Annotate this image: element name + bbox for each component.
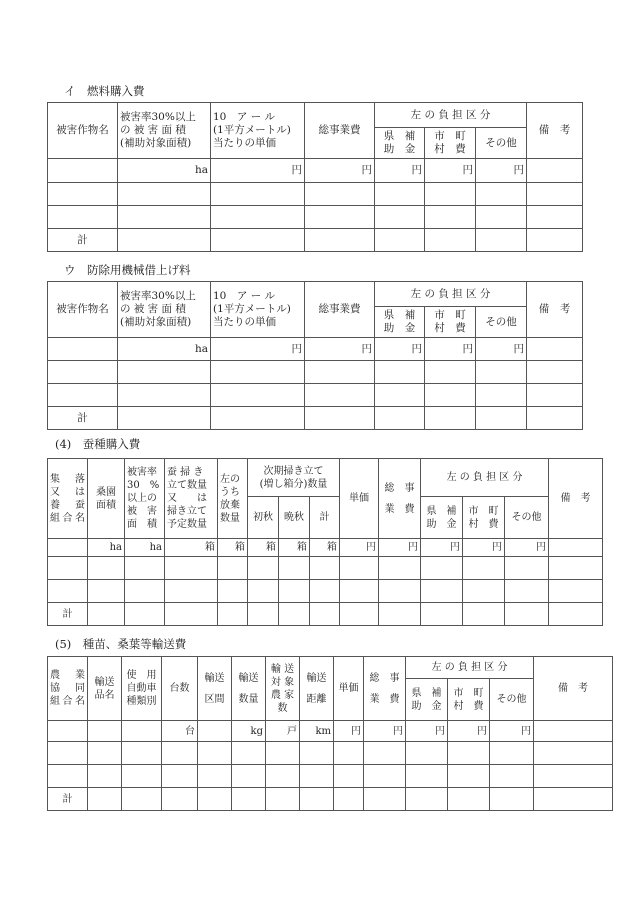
header-total-cost: 総 事 業 費 xyxy=(379,459,421,539)
header-other: その他 xyxy=(476,128,527,159)
unit-yen: 円 xyxy=(305,338,375,361)
header-total-cost: 総 事 業 費 xyxy=(364,657,406,721)
fuel-cost-table xyxy=(47,102,583,252)
total-row xyxy=(48,788,613,811)
unit-vehicles: 台 xyxy=(162,721,198,742)
header-damaged-area: 被害率30%以上 の 被 害 面 積 (補助対象面積) xyxy=(118,282,211,338)
table-row xyxy=(48,539,603,557)
unit-kg: kg xyxy=(232,721,266,742)
header-other: その他 xyxy=(490,679,534,721)
unit-households: 戸 xyxy=(266,721,300,742)
header-remarks: 備 考 xyxy=(527,282,583,338)
unit-km: km xyxy=(300,721,334,742)
header-mulberry-area: 桑園 面積 xyxy=(88,459,125,539)
unit-box: 箱 xyxy=(279,539,310,557)
section-title-transport: (5) 種苗、桑葉等輸送費 xyxy=(55,637,187,651)
header-unit-price: 単価 xyxy=(334,657,364,721)
header-municipal-cost: 市 町 村 費 xyxy=(425,128,476,159)
total-label: 計 xyxy=(48,407,118,430)
unit-yen: 円 xyxy=(211,338,305,361)
total-label: 計 xyxy=(48,603,88,626)
header-subtotal: 計 xyxy=(310,497,340,539)
unit-yen: 円 xyxy=(340,539,379,557)
unit-yen: 円 xyxy=(463,539,505,557)
header-remarks: 備 考 xyxy=(534,657,613,721)
header-group-name: 集 落 又 は 養 蚕 組合名 xyxy=(48,459,88,539)
unit-yen: 円 xyxy=(375,338,425,361)
header-prefecture-subsidy: 県 補 助 金 xyxy=(421,497,463,539)
header-prefecture-subsidy: 県 補 助 金 xyxy=(375,128,425,159)
header-remarks: 備 考 xyxy=(527,103,583,159)
header-transport-section: 輸送 区間 xyxy=(198,657,232,721)
header-municipal-cost: 市 町 村 費 xyxy=(448,679,490,721)
header-prefecture-subsidy: 県 補 助 金 xyxy=(375,307,425,338)
header-target-farms: 輸 送 対 象 農 家 数 xyxy=(266,657,300,721)
silkworm-purchase-table xyxy=(47,458,603,626)
table-row xyxy=(48,742,613,765)
total-label: 計 xyxy=(48,788,88,811)
header-crop-name: 被害作物名 xyxy=(48,103,118,159)
section-title-fuel: イ 燃料購入費 xyxy=(64,84,145,98)
header-vehicle-type: 使 用 自動車 種類別 xyxy=(122,657,162,721)
header-total-cost: 総事業費 xyxy=(305,103,375,159)
header-unit-price: 10 ア ー ル (1平方メートル) 当たりの単価 xyxy=(211,103,305,159)
unit-yen: 円 xyxy=(406,721,448,742)
header-coop-name: 農 業 協 同 組合名 xyxy=(48,657,88,721)
header-municipal-cost: 市 町 村 費 xyxy=(463,497,505,539)
header-damaged-area: 被害率 30 % 以上の 被 害 面 積 xyxy=(125,459,165,539)
table-row xyxy=(48,183,583,206)
header-municipal-cost: 市 町 村 費 xyxy=(425,307,476,338)
table-row xyxy=(48,159,583,183)
unit-yen: 円 xyxy=(364,721,406,742)
unit-yen: 円 xyxy=(211,159,305,183)
header-unit-price: 単価 xyxy=(340,459,379,539)
header-burden-division: 左 の 負 担 区 分 xyxy=(375,103,527,128)
unit-ha: ha xyxy=(88,539,125,557)
table-row xyxy=(48,557,603,580)
header-other: その他 xyxy=(476,307,527,338)
total-row xyxy=(48,407,583,430)
table-row xyxy=(48,765,613,788)
unit-yen: 円 xyxy=(425,159,476,183)
unit-yen: 円 xyxy=(425,338,476,361)
header-other: その他 xyxy=(505,497,549,539)
table-row xyxy=(48,384,583,407)
unit-yen: 円 xyxy=(490,721,534,742)
unit-yen: 円 xyxy=(379,539,421,557)
seedling-transport-table xyxy=(47,656,613,811)
section-title-silkworm: (4) 蚕種購入費 xyxy=(55,437,141,451)
header-burden-division: 左 の 負 担 区 分 xyxy=(406,657,534,679)
total-label: 計 xyxy=(48,229,118,252)
header-next-sweeping: 次期掃き立て (増し箱分)数量 xyxy=(248,459,340,497)
unit-box: 箱 xyxy=(310,539,340,557)
unit-box: 箱 xyxy=(165,539,218,557)
unit-yen: 円 xyxy=(421,539,463,557)
header-remarks: 備 考 xyxy=(549,459,603,539)
unit-ha: ha xyxy=(125,539,165,557)
total-row xyxy=(48,603,603,626)
unit-ha: ha xyxy=(118,159,211,183)
unit-yen: 円 xyxy=(476,159,527,183)
unit-yen: 円 xyxy=(334,721,364,742)
header-sweeping-quantity: 蚕 掃 き 立て数量 又 は 掃き立て 予定数量 xyxy=(165,459,218,539)
unit-yen: 円 xyxy=(505,539,549,557)
unit-yen: 円 xyxy=(375,159,425,183)
header-burden-division: 左 の 負 担 区 分 xyxy=(375,282,527,307)
header-unit-price: 10 ア ー ル (1平方メートル) 当たりの単価 xyxy=(211,282,305,338)
header-early-autumn: 初秋 xyxy=(248,497,279,539)
unit-ha: ha xyxy=(118,338,211,361)
header-burden-division: 左 の 負 担 区 分 xyxy=(421,459,549,497)
table-row xyxy=(48,361,583,384)
table-row xyxy=(48,338,583,361)
header-damaged-area: 被害率30%以上 の 被 害 面 積 (補助対象面積) xyxy=(118,103,211,159)
unit-box: 箱 xyxy=(218,539,248,557)
total-row xyxy=(48,229,583,252)
header-total-cost: 総事業費 xyxy=(305,282,375,338)
header-crop-name: 被害作物名 xyxy=(48,282,118,338)
header-prefecture-subsidy: 県 補 助 金 xyxy=(406,679,448,721)
unit-box: 箱 xyxy=(248,539,279,557)
table-row xyxy=(48,721,613,742)
header-late-autumn: 晩秋 xyxy=(279,497,310,539)
header-item-name: 輸送 品名 xyxy=(88,657,122,721)
header-transport-quantity: 輸送 数量 xyxy=(232,657,266,721)
header-transport-distance: 輸送 距離 xyxy=(300,657,334,721)
pest-control-rental-table xyxy=(47,281,583,430)
header-discarded-quantity: 左の うち 放棄 数量 xyxy=(218,459,248,539)
header-vehicle-count: 台数 xyxy=(162,657,198,721)
unit-yen: 円 xyxy=(448,721,490,742)
unit-yen: 円 xyxy=(476,338,527,361)
unit-yen: 円 xyxy=(305,159,375,183)
table-row xyxy=(48,206,583,229)
table-row xyxy=(48,580,603,603)
section-title-pest-control: ウ 防除用機械借上げ料 xyxy=(64,263,191,277)
